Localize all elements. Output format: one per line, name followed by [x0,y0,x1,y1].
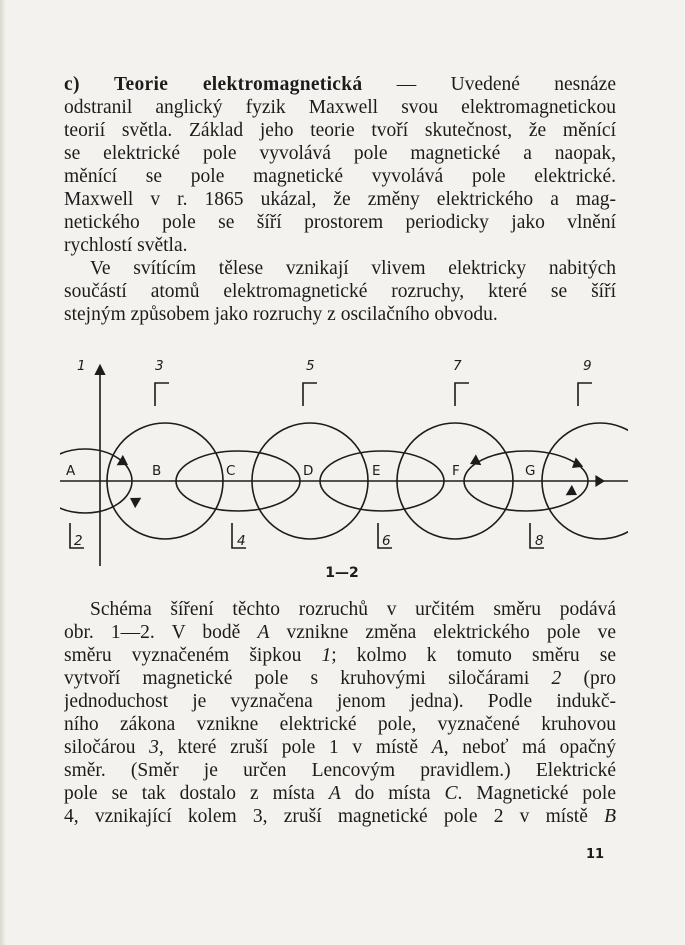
text-segment: součástí atomů elektromagnetické rozruchy, které se šíří [64,281,616,302]
text-segment: 4, vznikající kolem 3, zruší magnetické pole 2 v místě [64,806,605,827]
text-line [64,644,616,667]
top-number-label: 3 [155,358,164,374]
text-line [64,621,616,644]
explanation-text-block [64,598,616,828]
text-segment: vznikne změna elektrického pole ve [269,622,616,643]
text-segment: — Uvedené nesnáze [362,74,616,95]
field-direction-arrow [470,454,481,465]
text-line [64,119,616,142]
text-line [64,736,616,759]
text-segment: 1 [321,645,332,666]
top-bracket-marker [155,383,169,406]
text-segment: pole se tak dostalo z místa [64,783,329,804]
text-line [64,667,616,690]
wave-propagation-diagram [60,348,660,588]
text-segment: do místa [340,783,445,804]
figure-caption: 1—2 [325,565,359,581]
top-number-label: 5 [306,358,315,374]
text-segment: se elektrické pole vyvolává pole magnetické a naopak, [64,143,616,164]
text-segment: siločárou [64,737,150,758]
top-number-label: 7 [453,358,462,374]
text-segment: stejným způsobem jako rozruchy z oscilačního obvodu. [64,304,498,325]
text-line [64,234,616,257]
intro-text-block [64,73,616,326]
bottom-number-label: 2 [74,533,83,549]
field-lines-group [60,423,658,539]
text-segment: směr. (Směr je určen Lencovým pravidlem.) Elektrické [64,760,616,781]
text-segment: . Magnetické pole [457,783,616,804]
text-line [64,805,616,828]
text-line [64,280,616,303]
text-segment: netického pole se šíří prostorem periodicky jako vlnění [64,212,616,233]
text-line [64,257,616,280]
text-line [64,188,616,211]
text-segment: , neboť má opačný [443,737,616,758]
text-line [64,690,616,713]
field-direction-arrow [117,455,128,465]
bottom-number-label: 8 [535,533,544,549]
text-segment: Schéma šíření těchto rozruchů v určitém směru podává [90,599,616,620]
text-line [64,165,616,188]
text-segment: ního zákona vznikne elektrické pole, vyznačené kruhovou [64,714,616,735]
bottom-number-label: 4 [237,533,246,549]
text-segment: , které zruší pole 1 v místě [158,737,432,758]
text-segment: rychlostí světla. [64,235,188,256]
point-letter-label: D [303,463,314,479]
field-direction-arrow [595,475,605,487]
scan-edge-shadow [0,0,6,945]
text-line [64,73,616,96]
point-letter-label: C [226,463,236,479]
text-segment: vytvoří magnetické pole s kruhovými siločárami [64,668,552,689]
text-segment: A [328,783,341,804]
text-line [64,211,616,234]
text-segment: 2 [551,668,562,689]
text-line [64,759,616,782]
text-line [64,598,616,621]
text-segment: ; kolmo k tomuto směru se [331,645,616,666]
text-segment: teorií světla. Základ jeho teorie tvoří skutečnost, že měnící [64,120,616,141]
text-segment: obr. 1—2. V bodě [64,622,258,643]
bottom-number-label: 6 [382,533,391,549]
text-segment: Maxwell v r. 1865 ukázal, že změny elektrického a mag- [64,189,616,210]
text-segment: Ve svítícím tělese vznikají vlivem elektricky nabitých [90,258,616,279]
text-line [64,782,616,805]
field-direction-arrow [130,498,141,508]
text-segment: směru vyznačeném šipkou [64,645,322,666]
text-segment: A [431,737,444,758]
field-direction-arrow [566,485,577,495]
text-segment: A [257,622,270,643]
text-segment: odstranil anglický fyzik Maxwell svou elektromagnetickou [64,97,616,118]
top-bracket-marker [455,383,469,406]
page-number: 11 [586,847,605,862]
text-line [64,713,616,736]
point-letter-label: E [372,463,381,479]
text-line [64,96,616,119]
point-letter-label: B [152,463,162,479]
top-bracket-marker [303,383,317,406]
section-heading: c) Teorie elektromagnetická [64,74,363,95]
text-segment: B [604,806,616,827]
text-line [64,303,616,326]
text-segment: jednoduchost je vyznačena jenom jedna). Podle indukč- [64,691,616,712]
text-segment: 3 [149,737,159,758]
top-number-label: 1 [77,358,86,374]
text-segment: měnící se pole magnetické vyvolává pole elektrické. [64,166,616,187]
point-letter-label: A [66,463,76,479]
point-letter-label: G [525,463,536,479]
text-segment: (pro [561,668,616,689]
top-bracket-marker [578,383,592,406]
figure-1-2 [60,348,660,588]
top-number-label: 9 [583,358,592,374]
point-letter-label: F [452,463,460,479]
text-line [64,142,616,165]
text-segment: C [444,783,458,804]
